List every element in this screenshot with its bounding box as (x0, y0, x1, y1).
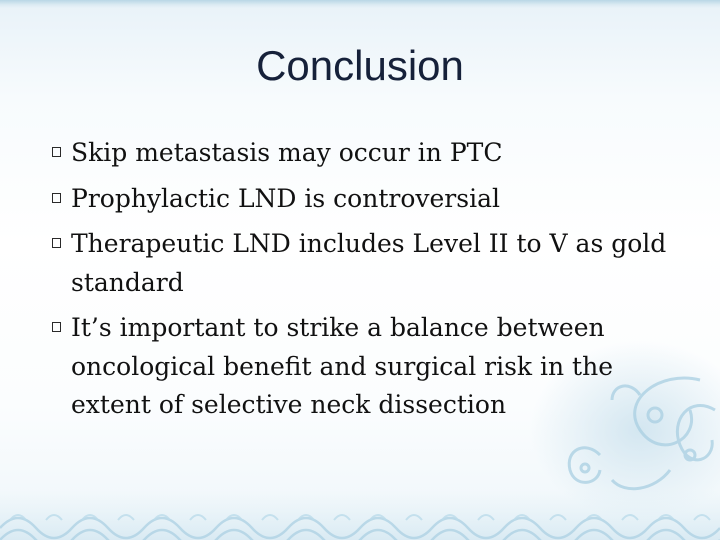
slide-title: Conclusion (256, 42, 464, 89)
bullet-text: Skip metastasis may occur in PTC (71, 138, 503, 167)
square-outline-icon (52, 238, 61, 248)
square-outline-icon (52, 147, 61, 157)
bullet-text: Prophylactic LND is controversial (71, 183, 500, 213)
bullet-item (52, 180, 672, 219)
bullet-text: It’s important to strike a balance between oncological benefit and surgical risk in the extent of selective neck dissection (71, 313, 614, 419)
bullet-text: Therapeutic LND includes Level II to V as gold standard (71, 229, 667, 297)
bullet-item (52, 134, 672, 173)
bullet-item (52, 309, 672, 425)
bullet-list (52, 134, 672, 432)
square-outline-icon (52, 193, 61, 203)
square-outline-icon (52, 322, 61, 332)
bullet-item (52, 225, 672, 302)
